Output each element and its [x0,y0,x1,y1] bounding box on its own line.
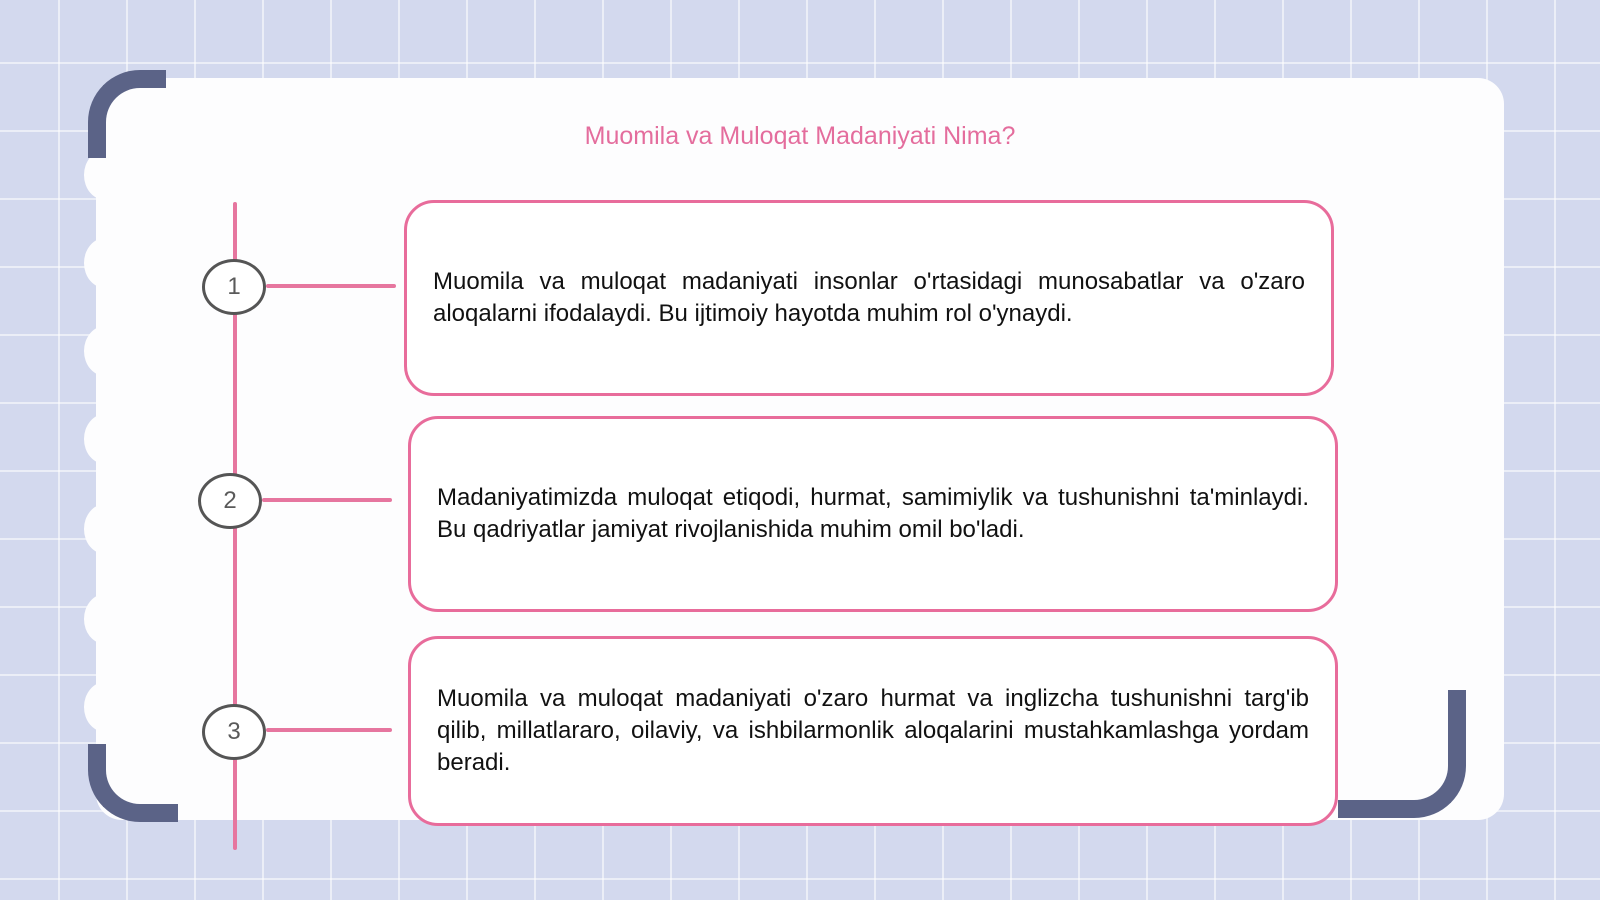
step-text: Muomila va muloqat madaniyati o'zaro hurmat va inglizcha tushunishni targ'ib qilib, millatlararo, oilaviy, va ishbilarmonlik aloqalarini mustahkamlashga yordam beradi. [437,685,1309,776]
step-number-badge: 1 [202,259,266,315]
frame-corner-bottom-right [1338,690,1466,818]
step-card [408,636,1338,826]
paper-scallop [84,326,126,376]
paper-scallop [84,594,126,644]
step-card [408,416,1338,612]
paper-scallop [84,504,126,554]
timeline-connector [262,498,392,502]
step-text: Muomila va muloqat madaniyati insonlar o'rtasidagi munosabatlar va o'zaro aloqalarni ifodalaydi. Bu ijtimoiy hayotda muhim rol o'ynaydi. [433,268,1305,327]
step-number-badge: 2 [198,473,262,529]
paper-scallop [84,682,126,732]
timeline-connector [266,728,392,732]
timeline-connector [266,284,396,288]
step-number-badge: 3 [202,704,266,760]
step-card [404,200,1334,396]
slide-title: Muomila va Muloqat Madaniyati Nima? [584,122,1016,150]
step-text: Madaniyatimizda muloqat etiqodi, hurmat, samimiylik va tushunishni ta'minlaydi. Bu qadriyatlar jamiyat rivojlanishida muhim omil bo'ladi. [437,484,1309,543]
paper-scallop [84,414,126,464]
paper-scallop [84,238,126,288]
